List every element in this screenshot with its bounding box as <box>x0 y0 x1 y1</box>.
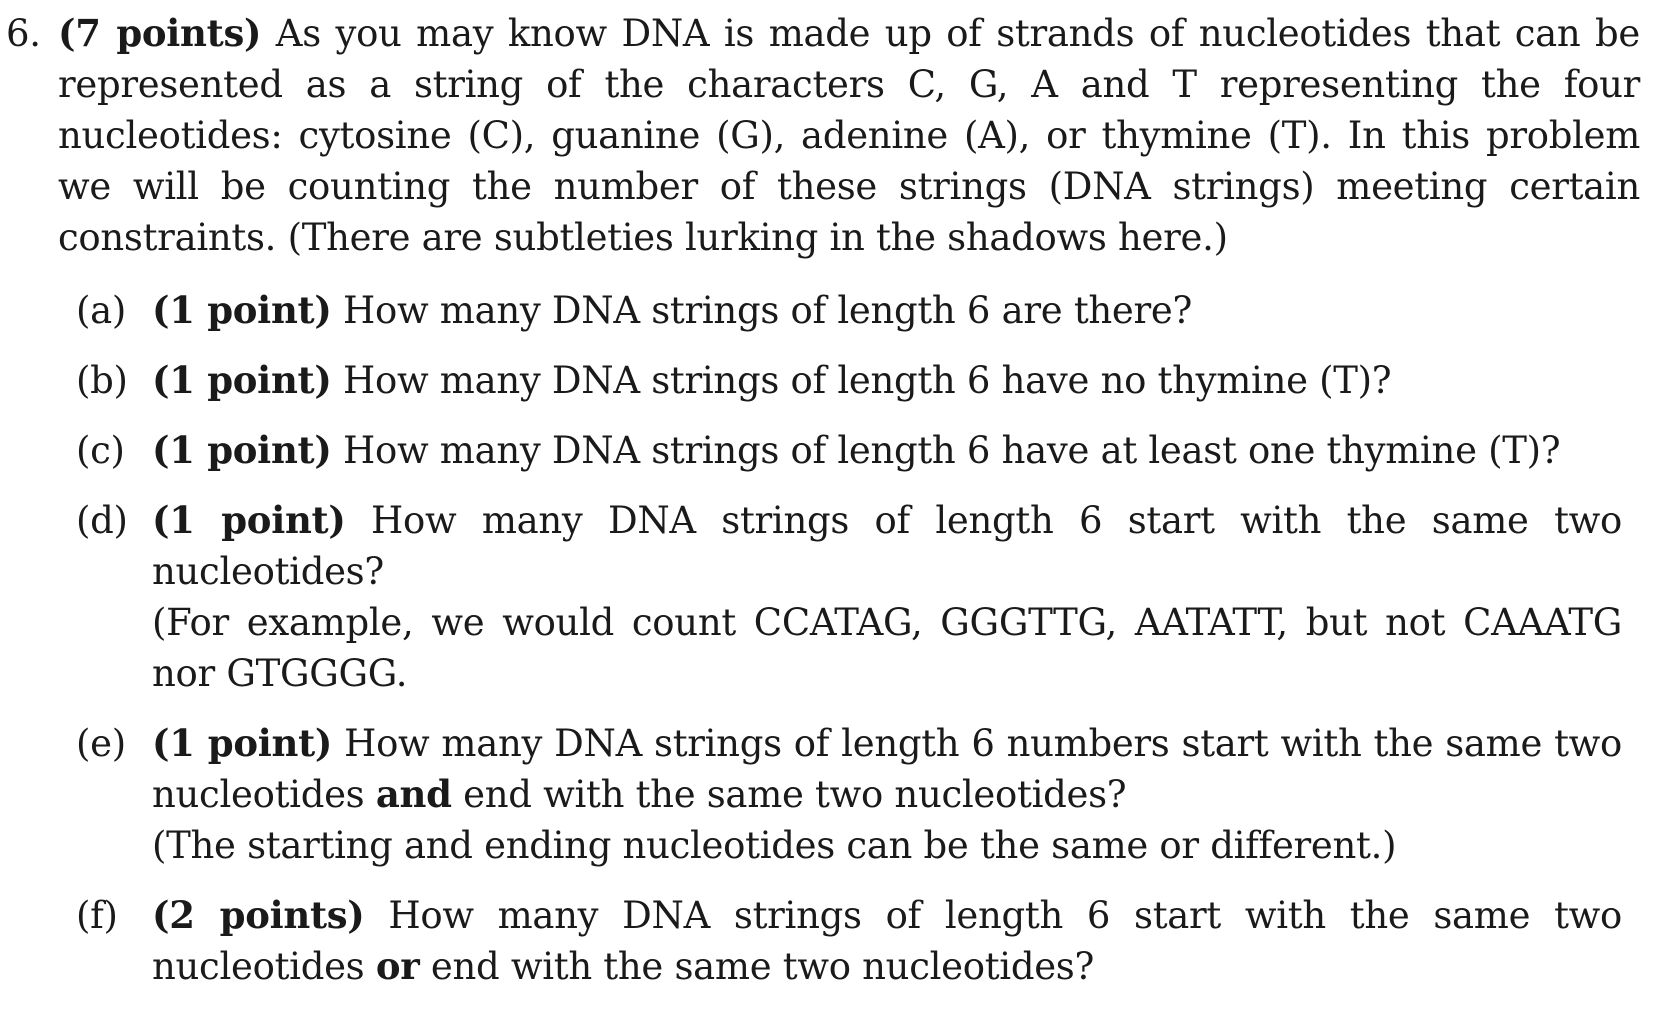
subquestion-label: (f) <box>76 894 118 937</box>
subquestion-c <box>76 425 1622 476</box>
subquestion-question: How many DNA strings of length 6 are there? <box>343 289 1193 332</box>
subquestion-text <box>152 495 1622 699</box>
subquestion-points: (1 point) <box>152 288 332 332</box>
subquestion-question: How many DNA strings of length 6 start with the same two nucleotides? <box>152 499 1622 593</box>
problem-points: (7 points) <box>58 11 262 55</box>
subquestion-points: (1 point) <box>152 358 332 402</box>
subquestion-question: How many DNA strings of length 6 have no thymine (T)? <box>343 359 1392 402</box>
subquestion-question: How many DNA strings of length 6 have at least one thymine (T)? <box>343 429 1561 472</box>
subquestion-b <box>76 355 1622 406</box>
subquestion-text <box>152 425 1622 476</box>
subquestion-text <box>152 355 1622 406</box>
subquestion-d <box>76 495 1622 699</box>
subquestion-label: (c) <box>76 429 125 472</box>
problem-header <box>0 8 1640 263</box>
subquestion-points: (1 point) <box>152 721 333 765</box>
subquestion-label: (e) <box>76 722 126 765</box>
subquestion-text <box>152 890 1622 992</box>
subquestion-e <box>76 718 1622 871</box>
subquestion-list <box>76 285 1622 992</box>
subquestion-label: (b) <box>76 359 128 402</box>
subquestion-question-end: end with the same two nucleotides? <box>463 773 1127 816</box>
problem-6 <box>0 8 1640 1011</box>
subquestion-question-start: How many DNA strings of length 6 numbers start with the same two nucleotides <box>152 722 1622 816</box>
subquestion-question-end: end with the same two nucleotides? <box>430 945 1095 988</box>
subquestion-f <box>76 890 1622 992</box>
subquestion-points: (2 points) <box>152 893 365 937</box>
subquestion-text <box>152 718 1622 871</box>
subquestion-a <box>76 285 1622 336</box>
subquestion-label: (d) <box>76 499 128 542</box>
subquestion-points: (1 point) <box>152 428 332 472</box>
subquestion-text <box>152 285 1622 336</box>
problem-intro <box>58 8 1640 263</box>
subquestion-emphasis: and <box>375 772 452 816</box>
problem-intro-text: As you may know DNA is made up of strands of nucleotides that can be represented as a string of the characters C, G, A and T representing the four nucleotides: cytosine (C), guanine (G), adenine (A), or thymine (T). In this problem we will be counting the number of these strings (DNA strings) meeting certain constraints. (There are subtleties lurking in the shadows here.) <box>58 12 1640 259</box>
subquestion-note: (For example, we would count CCATAG, GGGTTG, AATATT, but not CAAATG nor GTGGGG. <box>152 601 1622 695</box>
subquestion-points: (1 point) <box>152 498 346 542</box>
subquestion-label: (a) <box>76 289 127 332</box>
subquestion-question-start: How many DNA strings of length 6 start with the same two nucleotides <box>152 894 1622 988</box>
problem-number: 6. <box>6 12 41 55</box>
subquestion-emphasis: or <box>375 944 420 988</box>
subquestion-note: (The starting and ending nucleotides can be the same or different.) <box>152 824 1397 867</box>
